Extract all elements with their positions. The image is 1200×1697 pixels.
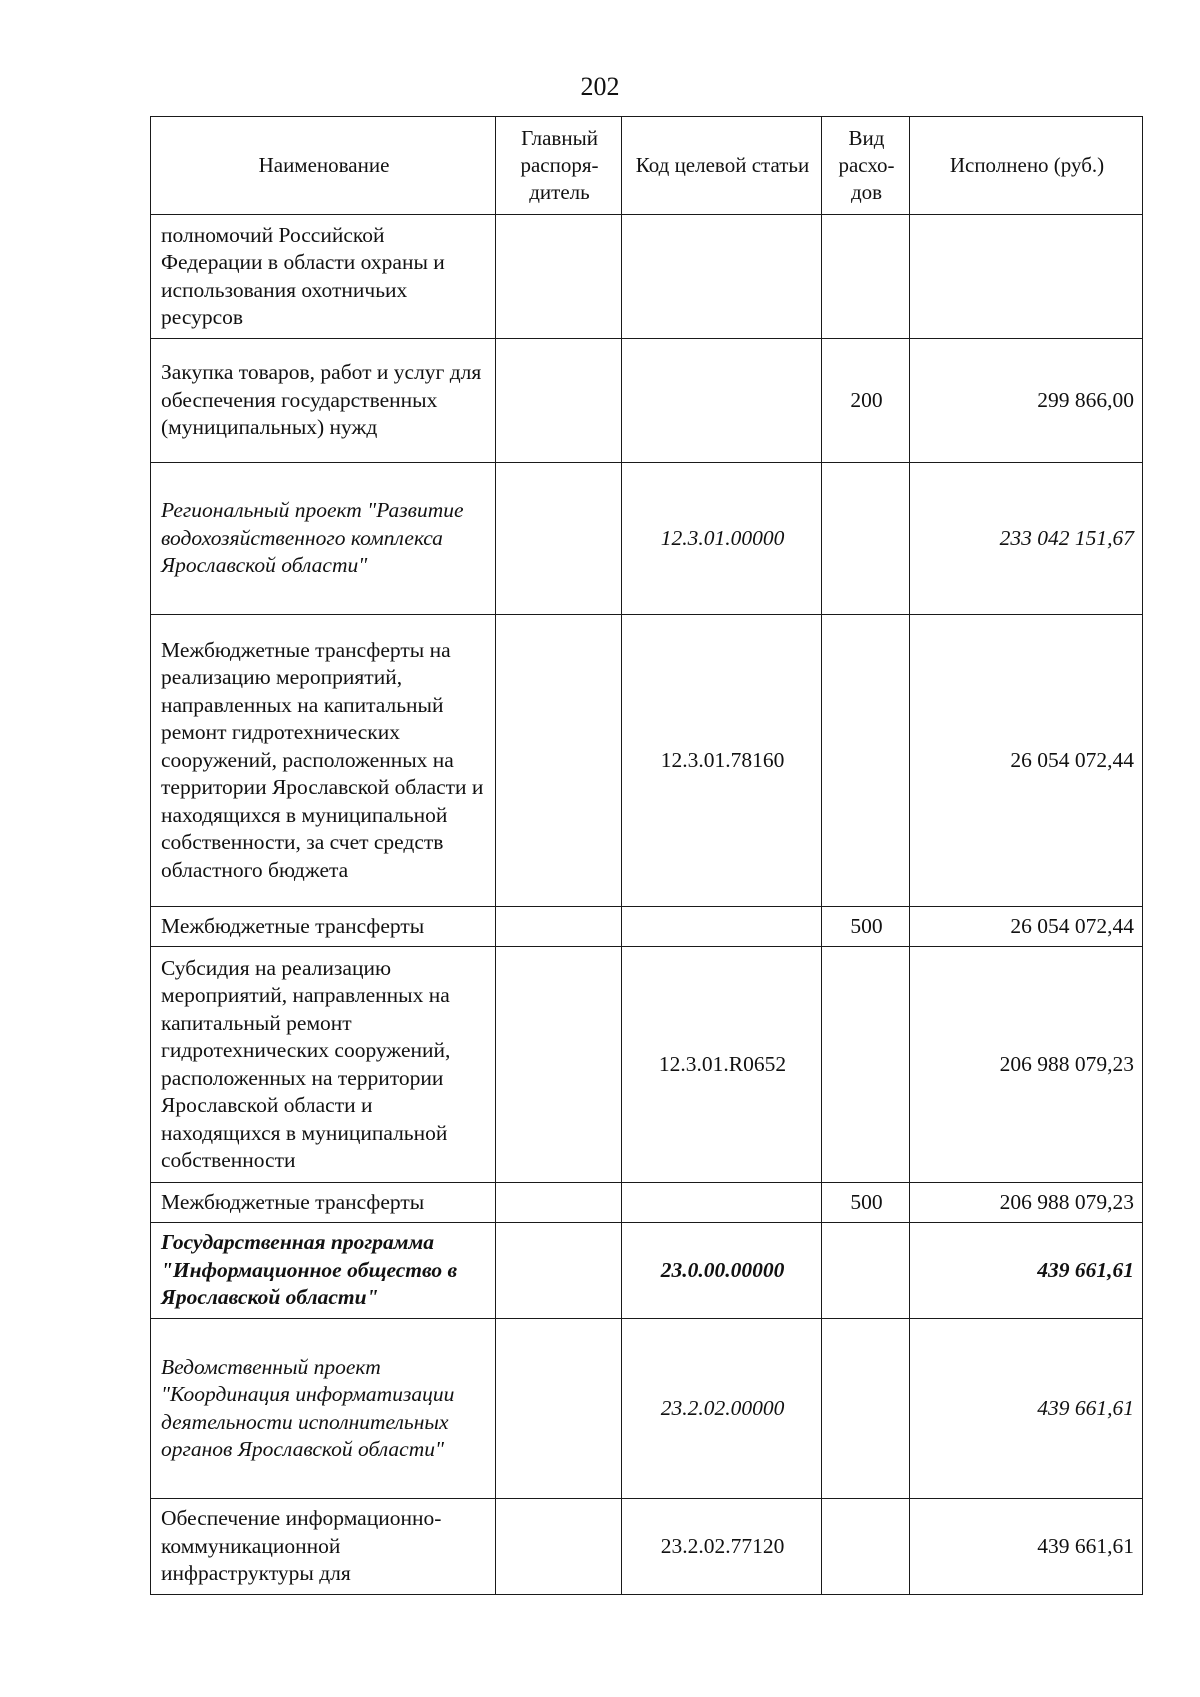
row-code: 23.2.02.00000 <box>622 1319 822 1499</box>
row-name: Межбюджетные трансферты <box>151 907 496 947</box>
row-code: 12.3.01.00000 <box>622 463 822 615</box>
header-name: Наименование <box>151 117 496 215</box>
row-amount: 26 054 072,44 <box>910 907 1143 947</box>
row-type: 500 <box>822 1183 910 1223</box>
header-executed-amount: Исполнено (руб.) <box>910 117 1143 215</box>
table-row <box>151 907 1143 947</box>
row-type <box>822 463 910 615</box>
row-type <box>822 947 910 1183</box>
table-row <box>151 463 1143 615</box>
row-type <box>822 215 910 339</box>
row-amount: 439 661,61 <box>910 1319 1143 1499</box>
row-code: 12.3.01.R0652 <box>622 947 822 1183</box>
row-name: полномочий Российской Федерации в области охраны и использования охотничьих ресурсов <box>151 215 496 339</box>
table-row <box>151 1183 1143 1223</box>
table-row <box>151 947 1143 1183</box>
row-chief <box>496 1319 622 1499</box>
row-amount: 439 661,61 <box>910 1499 1143 1595</box>
row-chief <box>496 615 622 907</box>
header-expense-type: Вид расхо-дов <box>822 117 910 215</box>
row-name: Региональный проект "Развитие водохозяйственного комплекса Ярославской области" <box>151 463 496 615</box>
budget-execution-table <box>150 116 1143 1595</box>
row-name: Закупка товаров, работ и услуг для обеспечения государственных (муниципальных) нужд <box>151 339 496 463</box>
row-code: 12.3.01.78160 <box>622 615 822 907</box>
row-name: Субсидия на реализацию мероприятий, направленных на капитальный ремонт гидротехнических сооружений, расположенных на территории Ярославской области и находящихся в муниципальной собственности <box>151 947 496 1183</box>
row-type <box>822 1223 910 1319</box>
table-row <box>151 1319 1143 1499</box>
header-target-code: Код целевой статьи <box>622 117 822 215</box>
row-name: Ведомственный проект "Координация информатизации деятельности исполнительных органов Ярославской области" <box>151 1319 496 1499</box>
row-code <box>622 215 822 339</box>
row-amount: 299 866,00 <box>910 339 1143 463</box>
row-code <box>622 907 822 947</box>
table-row <box>151 1223 1143 1319</box>
row-name: Государственная программа "Информационное общество в Ярославской области" <box>151 1223 496 1319</box>
row-chief <box>496 907 622 947</box>
row-name: Межбюджетные трансферты на реализацию мероприятий, направленных на капитальный ремонт гидротехнических сооружений, расположенных на территории Ярославской области и находящихся в муниципальной собственности, за счет средств областного бюджета <box>151 615 496 907</box>
table-row <box>151 1499 1143 1595</box>
row-amount <box>910 215 1143 339</box>
row-type <box>822 1319 910 1499</box>
table-row <box>151 339 1143 463</box>
row-chief <box>496 215 622 339</box>
row-code: 23.0.00.00000 <box>622 1223 822 1319</box>
row-name: Межбюджетные трансферты <box>151 1183 496 1223</box>
row-code <box>622 1183 822 1223</box>
table-row <box>151 215 1143 339</box>
row-code: 23.2.02.77120 <box>622 1499 822 1595</box>
table-header-row <box>151 117 1143 215</box>
row-chief <box>496 1499 622 1595</box>
header-chief-manager: Главный распоря-дитель <box>496 117 622 215</box>
row-chief <box>496 1183 622 1223</box>
row-code <box>622 339 822 463</box>
row-type <box>822 1499 910 1595</box>
page-number: 202 <box>580 72 620 101</box>
row-amount: 206 988 079,23 <box>910 1183 1143 1223</box>
row-chief <box>496 1223 622 1319</box>
row-name: Обеспечение информационно-коммуникационной инфраструктуры для <box>151 1499 496 1595</box>
row-amount: 233 042 151,67 <box>910 463 1143 615</box>
row-type <box>822 615 910 907</box>
row-amount: 26 054 072,44 <box>910 615 1143 907</box>
row-chief <box>496 463 622 615</box>
row-amount: 206 988 079,23 <box>910 947 1143 1183</box>
table-row <box>151 615 1143 907</box>
row-chief <box>496 339 622 463</box>
row-type: 200 <box>822 339 910 463</box>
row-amount: 439 661,61 <box>910 1223 1143 1319</box>
row-type: 500 <box>822 907 910 947</box>
row-chief <box>496 947 622 1183</box>
